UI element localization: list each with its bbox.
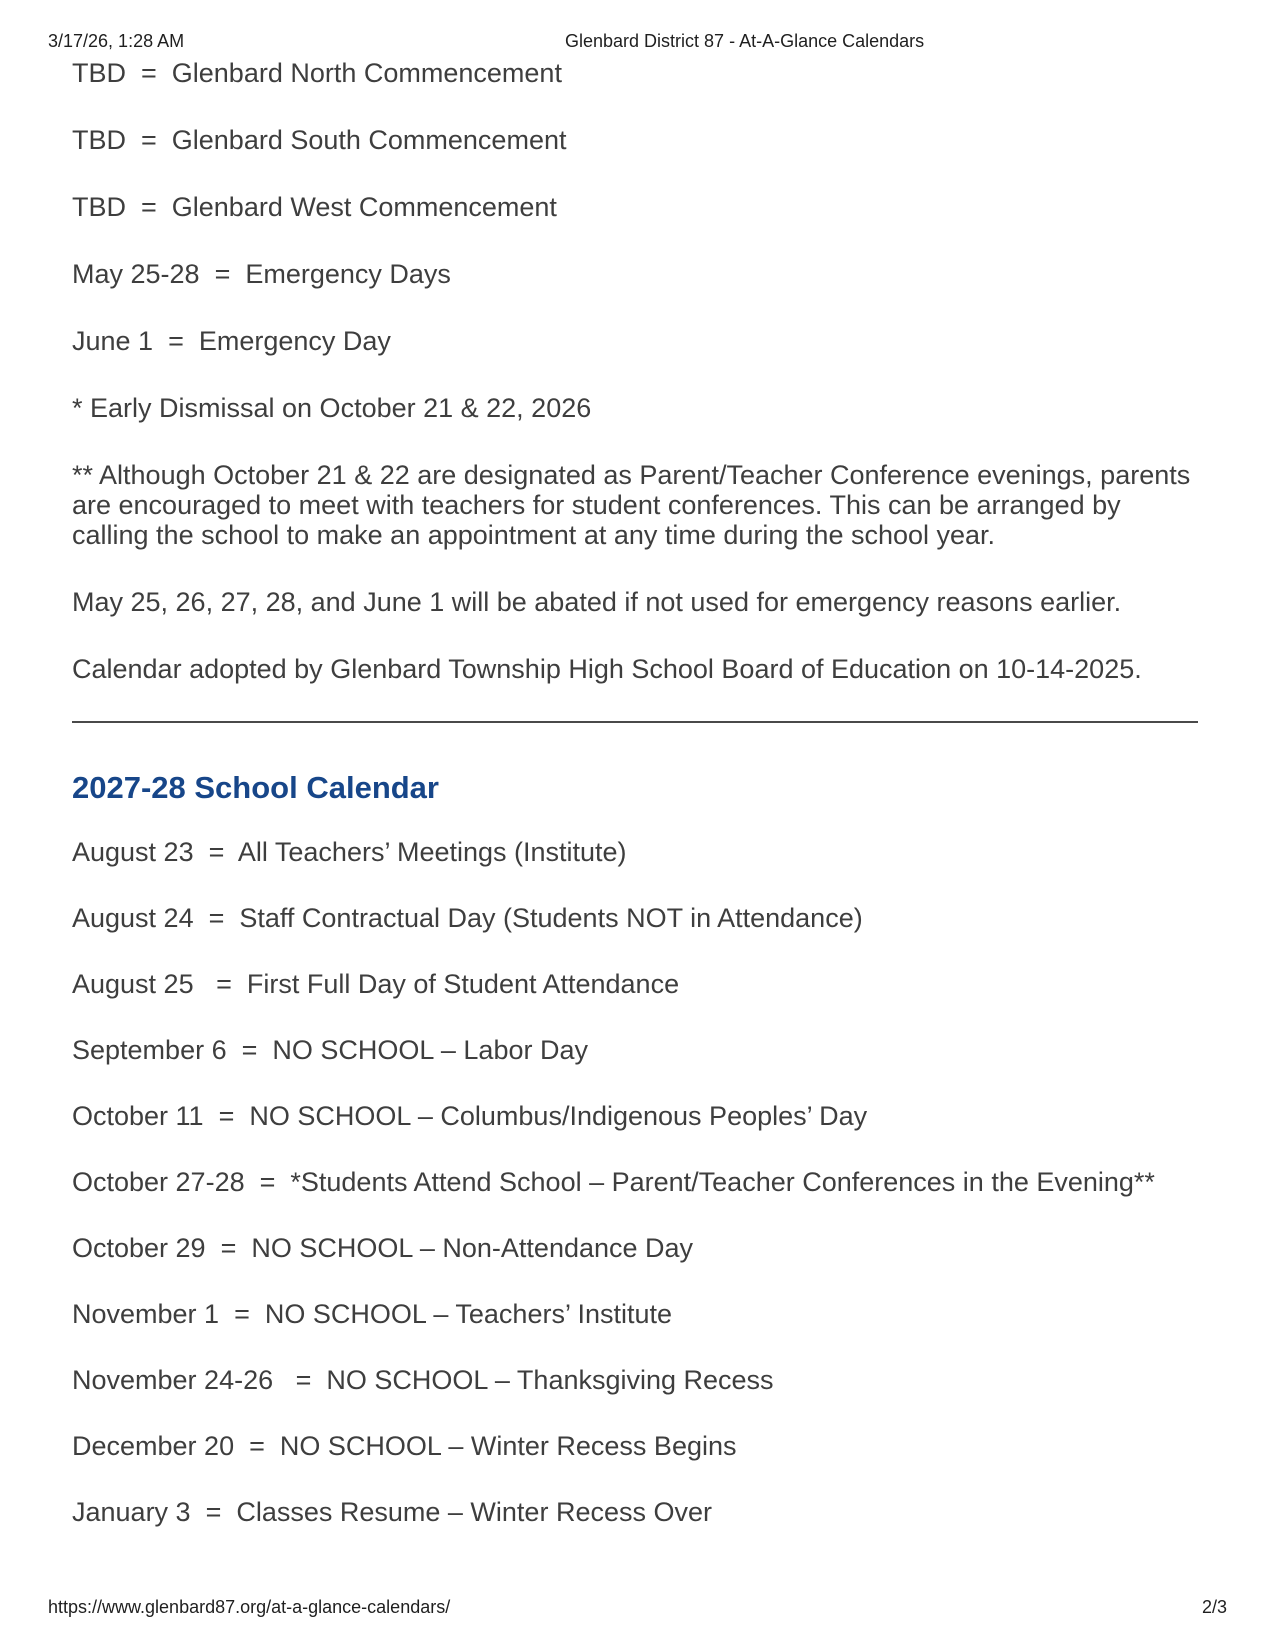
calendar-entry-line: January 3 = Classes Resume – Winter Recess Over [72,1497,712,1527]
calendar-note-line: TBD = Glenbard West Commencement [72,192,557,222]
calendar-note-line: TBD = Glenbard South Commencement [72,125,567,155]
print-footer-page-number: 2/3 [1201,1597,1227,1617]
calendar-notes-2026-27 [72,58,1203,684]
calendar-note-line: * Early Dismissal on October 21 & 22, 2026 [72,393,592,423]
print-header-title: Glenbard District 87 - At-A-Glance Calendars [565,31,925,51]
calendar-note-line: May 25, 26, 27, 28, and June 1 will be abated if not used for emergency reasons earlier. [72,587,1122,617]
calendar-entry-line: October 27-28 = *Students Attend School – Parent/Teacher Conferences in the Evening** [72,1167,1155,1197]
calendar-note-line: Calendar adopted by Glenbard Township High School Board of Education on 10-14-2025. [72,654,1142,684]
calendar-entry-line: September 6 = NO SCHOOL – Labor Day [72,1035,588,1065]
calendar-entry-line: August 24 = Staff Contractual Day (Students NOT in Attendance) [72,903,863,933]
section-heading-2027-28: 2027-28 School Calendar [72,770,439,805]
calendar-note-line: June 1 = Emergency Day [72,326,391,356]
calendar-note-line: TBD = Glenbard North Commencement [72,58,562,88]
calendar-entry-line: November 1 = NO SCHOOL – Teachers’ Institute [72,1299,672,1329]
calendar-entry-line: December 20 = NO SCHOOL – Winter Recess Begins [72,1431,737,1461]
calendar-entry-line: October 29 = NO SCHOOL – Non-Attendance Day [72,1233,694,1263]
print-header-datetime: 3/17/26, 1:28 AM [48,31,185,51]
separator-line [72,721,1198,723]
calendar-note-paragraph: ** Although October 21 & 22 are designated as Parent/Teacher Conference evenings, parents are encouraged to meet with teachers for student conferences. This can be arranged by calling the school to make an appointment at any time during the school year. [72,460,1198,550]
calendar-entries-2027-28 [72,837,1203,1527]
calendar-entry-line: August 23 = All Teachers’ Meetings (Institute) [72,837,627,867]
print-footer-url: https://www.glenbard87.org/at-a-glance-calendars/ [48,1597,451,1617]
page-content [72,0,1203,1563]
calendar-note-line: May 25-28 = Emergency Days [72,259,451,289]
calendar-entry-line: August 25 = First Full Day of Student Attendance [72,969,680,999]
calendar-entry-line: October 11 = NO SCHOOL – Columbus/Indigenous Peoples’ Day [72,1101,868,1131]
calendar-entry-line: November 24-26 = NO SCHOOL – Thanksgiving Recess [72,1365,774,1395]
print-footer [48,1596,1227,1618]
